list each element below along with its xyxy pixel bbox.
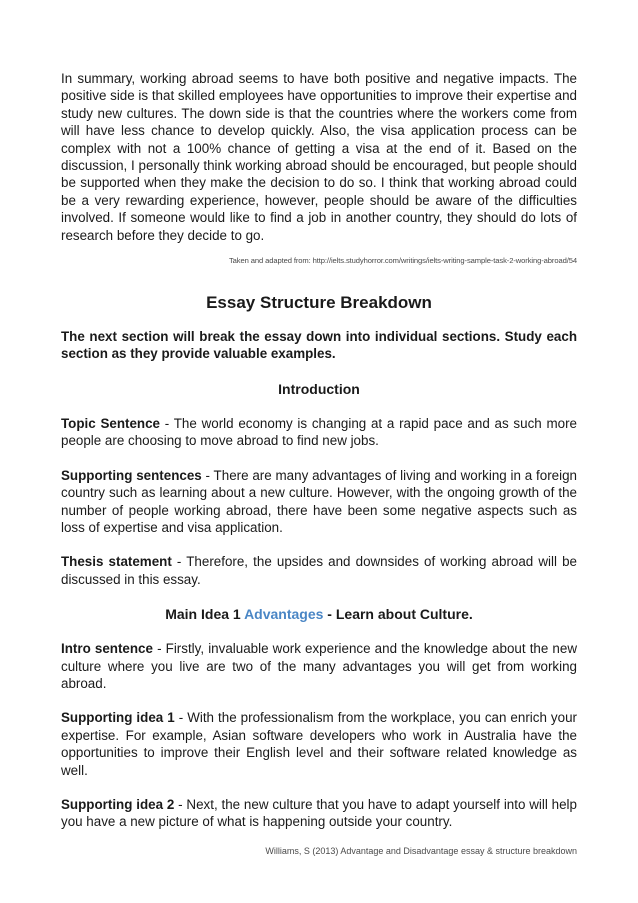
supporting-sentences-text: - There are many advantages of living and working in a foreign country such as learning about a new culture. However, with the ongoing growth of the number of people working abroad, there have been some negative aspects such as loss of expertise and visa application. — [61, 467, 577, 535]
main-idea-suffix: - Learn about Culture. — [323, 606, 473, 623]
supporting-idea-2-label: Supporting idea 2 — [61, 796, 175, 812]
thesis-statement-text: - Therefore, the upsides and downsides of working abroad will be discussed in this essay. — [61, 554, 577, 587]
page-footer: Williams, S (2013) Advantage and Disadvantage essay & structure breakdown — [265, 846, 577, 856]
supporting-idea-1 — [61, 709, 577, 779]
thesis-statement-label: Thesis statement — [61, 554, 172, 570]
supporting-idea-2-text: - Next, the new culture that you have to adapt yourself into will help you have a new picture of what is happening outside your country. — [61, 796, 577, 830]
thesis-statement — [61, 553, 577, 588]
main-idea-heading — [61, 605, 577, 623]
breakdown-intro: The next section will break the essay down into individual sections. Study each section as they provide valuable examples. — [61, 329, 577, 362]
topic-sentence-label: Topic Sentence — [61, 415, 161, 431]
supporting-idea-2 — [61, 796, 577, 831]
introduction-heading: Introduction — [278, 380, 360, 397]
source-citation: Taken and adapted from: http://ielts.studyhorror.com/writings/ielts-writing-sample-task-2-working-abroad/54 — [228, 256, 577, 266]
main-idea-highlight: Advantages — [244, 606, 324, 623]
supporting-idea-1-text: - With the professionalism from the workplace, you can enrich your expertise. For example, Asian software developers who work in Australia have the opportunities to improve their English level and their software related knowledge as well. — [61, 710, 577, 778]
summary-paragraph: In summary, working abroad seems to have both positive and negative impacts. The positive side is that skilled employees have opportunities to improve their expertise and study new cultures. The down side is that the countries where the workers come from will have less chance to develop quickly. Also, the visa application process can be complex with not a 100% chance of getting a visa at the end of it. Based on the discussion, I personally think working abroad should be encouraged, but people should be supported when they make the decision to do so. I think that working abroad could be a very rewarding experience, however, people should be aware of the difficulties involved. If someone would like to find a job in another country, they should do lots of research before they decide to go. — [61, 71, 577, 243]
document-page — [61, 70, 577, 848]
intro-sentence — [61, 640, 577, 692]
supporting-idea-1-label: Supporting idea 1 — [61, 710, 175, 726]
intro-sentence-label: Intro sentence — [61, 641, 153, 657]
topic-sentence-text: - The world economy is changing at a rapid pace and as such more people are choosing to move abroad to find new jobs. — [61, 415, 577, 449]
intro-sentence-text: - Firstly, invaluable work experience and the knowledge about the new culture where you live are two of the many advantages you will get from working abroad. — [61, 641, 577, 691]
main-idea-prefix: Main Idea 1 — [165, 606, 245, 623]
topic-sentence — [61, 415, 577, 450]
supporting-sentences — [61, 467, 577, 537]
supporting-sentences-label: Supporting sentences — [61, 467, 202, 483]
breakdown-title: Essay Structure Breakdown — [206, 293, 432, 313]
